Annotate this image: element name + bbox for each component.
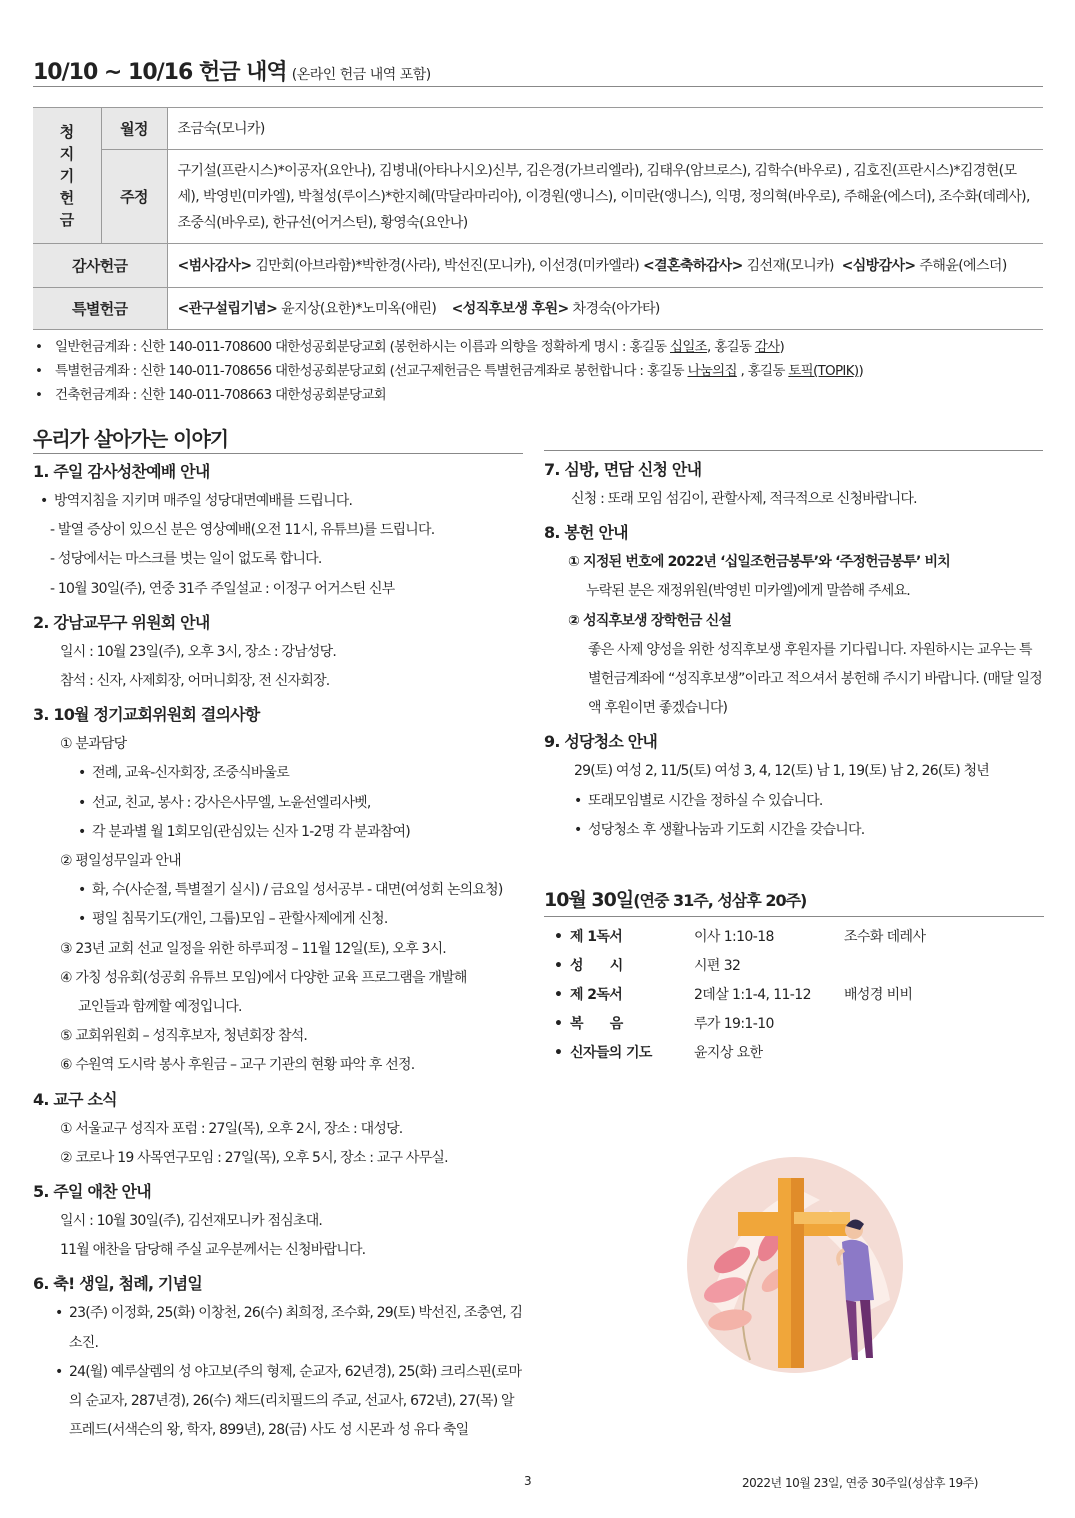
section-divider bbox=[544, 450, 1043, 451]
account-general: • 일반헌금계좌 : 신한 140-011-708600 대한성공회분당교회 (봉헌하시는 이름과 의향을 정확하게 명시 : 홍길동 십일조, 홍길동 감사) bbox=[33, 335, 1053, 359]
section-3-line: ③ 23년 교회 선교 일정을 위한 하루피정 – 11월 12일(토), 오후 3시. bbox=[60, 940, 446, 957]
story-title: 우리가 살아가는 이야기 bbox=[33, 423, 523, 454]
weekly-value: 구기설(프란시스)*이공자(요안나), 김병내(아타나시오)신부, 김은경(가브리엘라), 김태우(암브로스), 김학수(바우로) , 김호진(프란시스)*김경현(모세), 박영빈(미카엘), 박철성(루이스)*한지혜(막달라마리아), 이경원(앵니스), 이미란(앵니스), 익명, 정의혁(바우로), 주해윤(에스더), 조수화(데레사), 조중식(바우로), 한규선(어거스틴), 황영숙(요안나) bbox=[167, 150, 1043, 244]
monthly-label: 월정 bbox=[101, 108, 167, 150]
section-6-line: • 23(주) 이정화, 25(화) 이창천, 26(수) 최희정, 조수화, 29(토) 박선진, 조충연, 김소진. bbox=[55, 1299, 523, 1357]
section-8-line: 좋은 사제 양성을 위한 성직후보생 후원자를 기다립니다. 자원하시는 교우는 특별헌금계좌에 “성직후보생”이라고 적으셔서 봉헌해 주시기 바랍니다. (매달 일정액 후원이면 좋겠습니다) bbox=[588, 641, 1042, 717]
section-5-heading: 5. 주일 애찬 안내 bbox=[33, 1182, 151, 1202]
section-4-line: ① 서울교구 성직자 포럼 : 27일(목), 오후 2시, 장소 : 대성당. bbox=[60, 1120, 403, 1137]
section-3-heading: 3. 10월 정기교회위원회 결의사항 bbox=[33, 705, 260, 725]
section-8-line: 누락된 분은 재정위원(박영빈 미카엘)에게 말씀해 주세요. bbox=[586, 583, 910, 600]
schedule-table bbox=[544, 923, 1044, 1068]
special-value: <관구설립기념> 윤지상(요한)*노미옥(애린) <성직후보생 후원> 차경숙(아가타) bbox=[167, 288, 1043, 330]
section-3-line: ⑤ 교회위원회 – 성직후보자, 청년회장 참석. bbox=[60, 1028, 308, 1045]
tithe-label: 청지기헌금 bbox=[33, 108, 101, 244]
offering-subtitle: (온라인 헌금 내역 포함) bbox=[291, 67, 431, 83]
section-6-heading: 6. 축! 생일, 첨례, 기념일 bbox=[33, 1274, 202, 1294]
section-3-line: ① 분과담당 bbox=[60, 736, 127, 753]
schedule-row: • 성 시 시편 32 bbox=[544, 952, 1044, 981]
page-number: 3 bbox=[524, 1474, 532, 1488]
section-3-line: • 선교, 친교, 봉사 : 강사은사무엘, 노윤선엘리사벳, bbox=[78, 789, 523, 818]
section-9-line: • 성당청소 후 생활나눔과 기도회 시간을 갖습니다. bbox=[574, 816, 1044, 845]
page-header bbox=[33, 55, 1043, 87]
offering-table bbox=[33, 107, 1043, 330]
story-left-column bbox=[33, 423, 523, 1445]
section-1-line: - 발열 증상이 있으신 분은 영상예배(오전 11시, 유튜브)를 드립니다. bbox=[50, 522, 435, 539]
story-right-column bbox=[544, 455, 1044, 1068]
section-1-line: - 10월 30일(주), 연중 31주 주일설교 : 이정구 어거스틴 신부 bbox=[50, 580, 395, 597]
section-3-line: ④ 가칭 성유회(성공회 유튜브 모임)에서 다양한 교육 프로그램을 개발해 bbox=[60, 969, 467, 986]
section-3-line: ② 평일성무일과 안내 bbox=[60, 853, 181, 870]
section-1-line: • 방역지침을 지키며 매주일 성당대면예배를 드립니다. bbox=[40, 487, 523, 516]
section-3-line: • 화, 수(사순절, 특별절기 실시) / 금요일 성서공부 - 대면(여성회 논의요청) bbox=[78, 876, 523, 905]
section-3-line: • 각 분과별 월 1회모임(관심있는 신자 1-2명 각 분과참여) bbox=[78, 818, 523, 847]
section-7-heading: 7. 심방, 면담 신청 안내 bbox=[544, 460, 702, 479]
account-building: • 건축헌금계좌 : 신한 140-011-708663 대한성공회분당교회 bbox=[33, 383, 1053, 407]
weekly-label: 주정 bbox=[101, 150, 167, 244]
section-2-line: 참석 : 신자, 사제회장, 어머니회장, 전 신자회장. bbox=[60, 673, 330, 690]
account-special: • 특별헌금계좌 : 신한 140-011-708656 대한성공회분당교회 (선교구제헌금은 특별헌금계좌로 봉헌합니다 : 홍길동 나눔의집 , 홍길동 토픽(TOPIK)) bbox=[33, 359, 1053, 383]
section-8-line: ① 지정된 번호에 2022년 ‘십일조헌금봉투’와 ‘주정헌금봉투’ 비치 bbox=[568, 554, 950, 571]
section-9-heading: 9. 성당청소 안내 bbox=[544, 732, 658, 752]
section-9-line: 29(토) 여성 2, 11/5(토) 여성 3, 4, 12(토) 남 1, 19(토) 남 2, 26(토) 청년 bbox=[574, 763, 990, 780]
section-2-line: 일시 : 10월 23일(주), 오후 3시, 장소 : 강남성당. bbox=[60, 643, 336, 660]
schedule-row: • 제 1독서 이사 1:10-18 조수화 데레사 bbox=[544, 923, 1044, 952]
footer-date: 2022년 10월 23일, 연중 30주일(성삼후 19주) bbox=[742, 1476, 978, 1490]
cross-illustration bbox=[670, 1150, 920, 1380]
monthly-value: 조금숙(모니카) bbox=[167, 108, 1043, 150]
section-3-line: • 평일 침묵기도(개인, 그룹)모임 – 관할사제에게 신청. bbox=[78, 905, 523, 934]
schedule-row: • 제 2독서 2데살 1:1-4, 11-12 배성경 비비 bbox=[544, 981, 1044, 1010]
section-2-heading: 2. 강남교무구 위원회 안내 bbox=[33, 612, 210, 632]
thanks-label: 감사헌금 bbox=[33, 244, 167, 288]
offering-title: 10/10 ~ 10/16 헌금 내역 bbox=[33, 60, 287, 85]
thanks-value: <범사감사> 김만회(아브라함)*박한경(사라), 박선진(모니카), 이선경(미카엘라) <결혼축하감사> 김선재(모니카) <심방감사> 주해윤(에스더) bbox=[167, 244, 1043, 288]
section-6-line: • 24(월) 예루살렘의 성 야고보(주의 형제, 순교자, 62년경), 25(화) 크리스핀(로마의 순교자, 287년경), 26(수) 채드(리치필드의 주교, 선교사, 672년), 27(목) 알프레드(서색슨의 왕, 학자, 899년), 28(금) 사도 성 시몬과 성 유다 축일 bbox=[55, 1358, 523, 1446]
section-4-heading: 4. 교구 소식 bbox=[33, 1089, 117, 1109]
special-label: 특별헌금 bbox=[33, 288, 167, 330]
section-1-line: - 성당에서는 마스크를 벗는 일이 없도록 합니다. bbox=[50, 551, 322, 568]
section-8-line: ② 성직후보생 장학헌금 신설 bbox=[568, 612, 732, 629]
section-3-line: 교인들과 함께할 예정입니다. bbox=[78, 999, 242, 1016]
section-8-heading: 8. 봉헌 안내 bbox=[544, 523, 628, 543]
section-1-heading: 1. 주일 감사성찬예배 안내 bbox=[33, 462, 210, 481]
schedule-row: • 복 음 루가 19:1-10 bbox=[544, 1010, 1044, 1039]
section-9-line: • 또래모임별로 시간을 정하실 수 있습니다. bbox=[574, 787, 1044, 816]
schedule-title: 10월 30일(연중 31주, 성삼후 20주) bbox=[544, 885, 1044, 917]
section-3-line: ⑥ 수원역 도시락 봉사 후원금 – 교구 기관의 현황 파악 후 선정. bbox=[60, 1057, 415, 1074]
section-3-line: • 전례, 교육-신자회장, 조중식바울로 bbox=[78, 759, 523, 788]
account-list bbox=[33, 335, 1053, 407]
section-5-line: 11월 애찬을 담당해 주실 교우분께서는 신청바랍니다. bbox=[60, 1242, 366, 1259]
section-5-line: 일시 : 10월 30일(주), 김선재모니카 점심초대. bbox=[60, 1213, 323, 1230]
section-4-line: ② 코로나 19 사목연구모임 : 27일(목), 오후 5시, 장소 : 교구 사무실. bbox=[60, 1149, 448, 1166]
section-7-line: 신청 : 또래 모임 섬김이, 관할사제, 적극적으로 신청바랍니다. bbox=[571, 491, 917, 507]
schedule-row: • 신자들의 기도 윤지상 요한 bbox=[544, 1039, 1044, 1068]
